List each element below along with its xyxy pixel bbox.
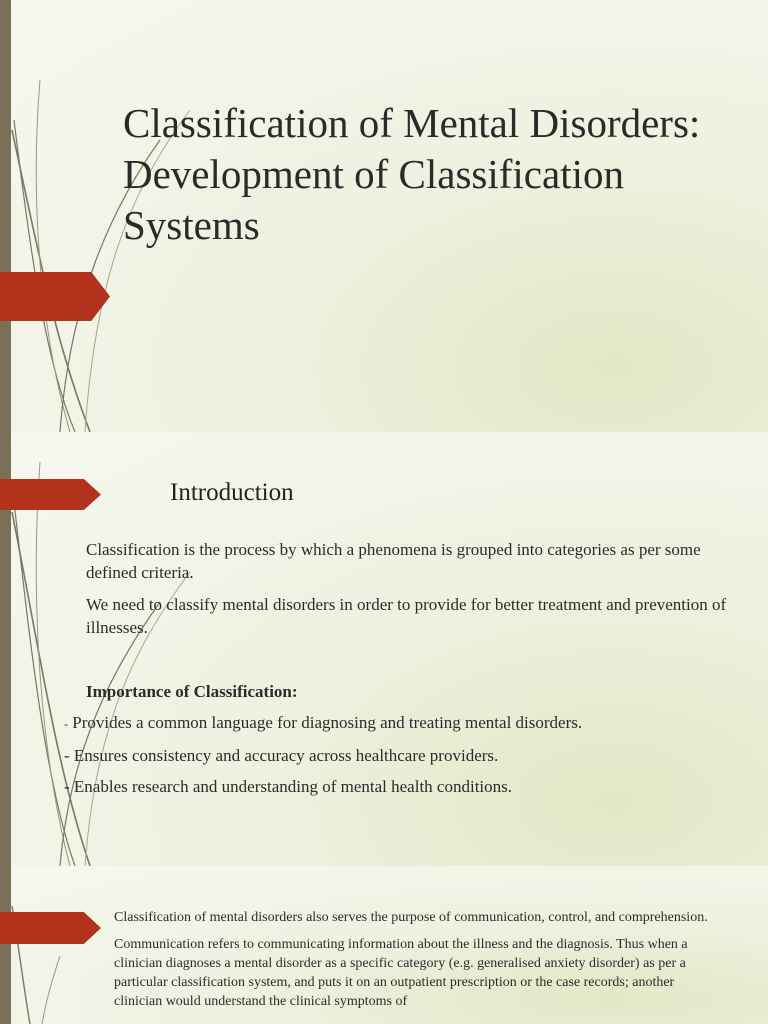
left-accent-bar bbox=[0, 866, 11, 1024]
red-arrow-tab bbox=[0, 912, 101, 944]
classification-purpose-slide bbox=[0, 866, 768, 1024]
introduction-slide bbox=[0, 432, 768, 866]
purpose-bullet-list bbox=[92, 908, 722, 1019]
slide-title: Classification of Mental Disorders: Development of Classification Systems bbox=[123, 100, 701, 248]
list-item: Classification of mental disorders also serves the purpose of communication, control, and comprehension. bbox=[114, 910, 708, 925]
list-item: We need to classify mental disorders in order to provide for better treatment and prevention of illnesses. bbox=[86, 595, 727, 637]
list-item: - Provides a common language for diagnosing and treating mental disorders. bbox=[64, 713, 583, 732]
importance-section bbox=[64, 680, 754, 798]
red-arrow-tab bbox=[0, 479, 101, 510]
list-item: Communication refers to communicating information about the illness and the diagnosis. Thus when a clinician diagnoses a mental disorder as a specific category (e.g. generalised anxiety disorder) as per a particular classification system, and puts it on an outpatient prescription or the case records; another clinician would understand the clinical symptoms of bbox=[114, 937, 688, 1009]
list-item: - Ensures consistency and accuracy across healthcare providers. bbox=[64, 746, 499, 765]
list-item: Classification is the process by which a phenomena is grouped into categories as per some defined criteria. bbox=[86, 540, 701, 582]
intro-bullet-list bbox=[64, 538, 744, 648]
list-item: - Enables research and understanding of mental health conditions. bbox=[64, 777, 513, 796]
red-arrow-tab bbox=[0, 272, 110, 321]
title-slide bbox=[0, 0, 768, 432]
importance-heading: Importance of Classification: bbox=[86, 682, 298, 701]
left-accent-bar bbox=[0, 0, 11, 432]
section-heading: Introduction bbox=[170, 479, 294, 506]
